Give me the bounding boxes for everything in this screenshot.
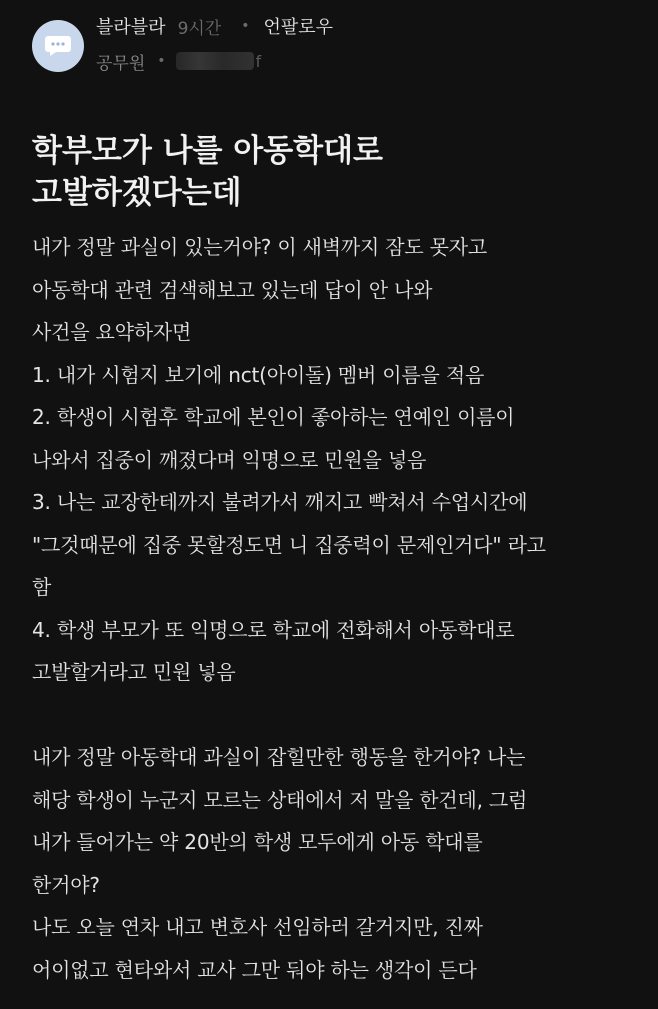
author-name[interactable]: 블라블라 — [96, 17, 166, 38]
post-body-line: 2. 학생이 시험후 학교에 본인이 좋아하는 연예인 이름이 — [32, 405, 515, 429]
post-body-line: 내가 정말 과실이 있는거야? 이 새벽까지 잠도 못자고 — [32, 235, 488, 259]
unfollow-button[interactable]: 언팔로우 — [263, 17, 334, 38]
job-label: 공무원 — [96, 53, 146, 74]
post-body-line: 어이없고 현타와서 교사 그만 둬야 하는 생각이 든다 — [32, 957, 477, 982]
separator-dot: • — [241, 18, 250, 34]
post-body-line: 한거야? — [32, 872, 100, 897]
avatar[interactable] — [32, 20, 84, 72]
post-body-line: 고발할거라고 민원 넣음 — [32, 660, 236, 684]
post-body-line: "그것때문에 집중 못할정도면 니 집중력이 문제인거다" 라고 — [32, 532, 546, 557]
post-body-line — [32, 694, 632, 737]
blurred-company-tail: f — [255, 51, 262, 71]
chat-bubble-icon — [44, 34, 72, 58]
meta-row-job — [96, 48, 261, 74]
post-body-line: 내가 들어가는 약 20반의 학생 모두에게 아동 학대를 — [32, 830, 483, 854]
post-body-line: 함 — [32, 575, 52, 599]
post-body — [32, 226, 632, 991]
blurred-company — [176, 52, 254, 70]
post-body-line: 1. 내가 시험지 보기에 nct(아이돌) 멤버 이름을 적음 — [32, 362, 485, 387]
post-body-line: 사건을 요약하자면 — [32, 320, 192, 344]
post-title: 학부모가 나를 아동학대로 고발하겠다는데 — [32, 133, 383, 211]
post-body-line: 나도 오늘 연차 내고 변호사 선임하러 갈거지만, 진짜 — [32, 915, 483, 939]
post-body-line: 4. 학생 부모가 또 익명으로 학교에 전화해서 아동학대로 — [32, 617, 515, 642]
post-body-line: 아동학대 관련 검색해보고 있는데 답이 안 나와 — [32, 277, 433, 302]
post-header — [0, 0, 658, 90]
post-body-line: 나와서 집중이 깨졌다며 익명으로 민원을 넣음 — [32, 447, 427, 472]
post-body-line: 해당 학생이 누군지 모르는 상태에서 저 말을 한건데, 그럼 — [32, 787, 528, 812]
post-body-line: 3. 나는 교장한테까지 불려가서 깨지고 빡쳐서 수업시간에 — [32, 490, 528, 514]
separator-dot: • — [157, 53, 166, 69]
post-time: 9시간 — [177, 18, 222, 39]
post-body-line: 내가 정말 아동학대 과실이 잡힐만한 행동을 한거야? 나는 — [32, 745, 526, 769]
meta-row-author — [96, 12, 333, 40]
